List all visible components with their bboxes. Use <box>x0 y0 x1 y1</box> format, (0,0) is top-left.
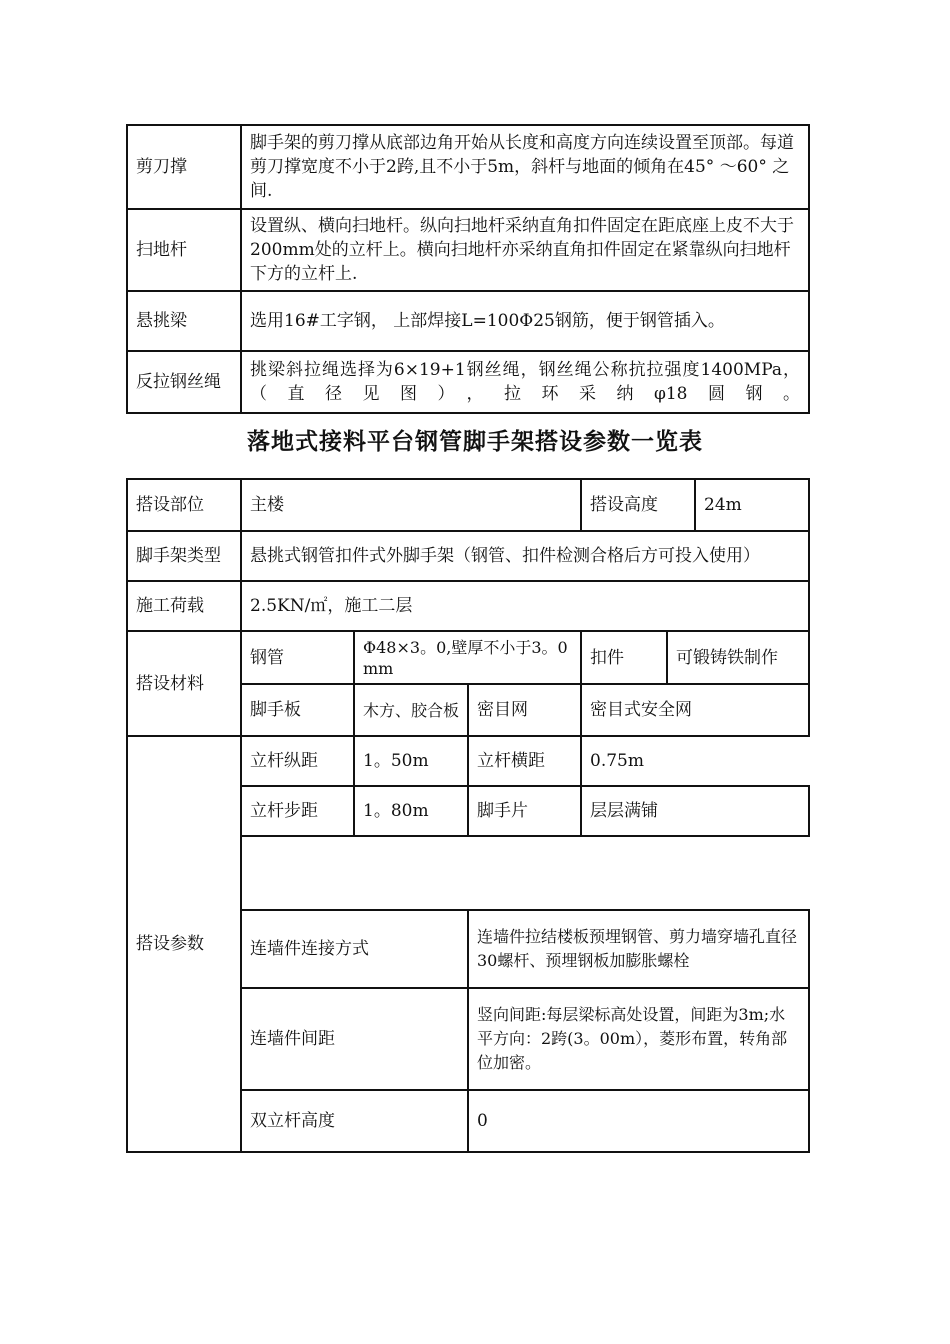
cell-location-value: 主楼 <box>241 479 581 531</box>
cell-fastener-label: 扣件 <box>581 631 667 684</box>
cell-location-label: 搭设部位 <box>127 479 241 531</box>
cell-height-label: 搭设高度 <box>581 479 695 531</box>
row-label-tie-rope: 反拉钢丝绳 <box>127 351 241 413</box>
cell-longitudinal-spacing-label: 立杆纵距 <box>241 736 354 786</box>
row-label-cantilever-beam: 悬挑梁 <box>127 291 241 351</box>
cell-materials-label: 搭设材料 <box>127 631 241 736</box>
cell-transverse-spacing-label: 立杆横距 <box>468 736 581 786</box>
cell-params-label: 搭设参数 <box>127 736 241 1152</box>
table-row <box>127 351 809 413</box>
table-row <box>127 125 809 209</box>
cell-load-label: 施工荷载 <box>127 581 241 631</box>
row-text-tie-rope: 挑梁斜拉绳选择为6×19+1钢丝绳，钢丝绳公称抗拉强度1400MPa，（直径见图），拉环采纳φ18圆钢。 <box>241 351 809 413</box>
cell-transverse-spacing-value: 0.75m <box>581 736 809 786</box>
cell-mesh-value: 层层满铺 <box>581 786 809 836</box>
row-text-scissor-brace: 脚手架的剪刀撑从底部边角开始从长度和高度方向连续设置至顶部。每道剪刀撑宽度不小于2跨,且不小于5m，斜杆与地面的倾角在45° ～60° 之间. <box>241 125 809 209</box>
cell-mesh-label: 脚手片 <box>468 786 581 836</box>
cell-fastener-value: 可锻铸铁制作 <box>667 631 809 684</box>
table-row <box>127 479 809 531</box>
table-row <box>127 209 809 291</box>
cell-step-value: 1。80m <box>354 786 468 836</box>
table-row <box>127 736 809 786</box>
cell-board-label: 脚手板 <box>241 684 354 736</box>
cell-step-label: 立杆步距 <box>241 786 354 836</box>
table-row <box>127 291 809 351</box>
cell-load-value: 2.5KN/㎡，施工二层 <box>241 581 809 631</box>
empty-cell <box>241 836 809 910</box>
table-row <box>127 531 809 581</box>
cell-double-pole-label: 双立杆高度 <box>241 1090 468 1152</box>
cell-pipe-value: Φ48×3。0,壁厚不小于3。0mm <box>354 631 581 684</box>
table-row <box>127 631 809 684</box>
row-label-scissor-brace: 剪刀撑 <box>127 125 241 209</box>
row-label-sweep-pole: 扫地杆 <box>127 209 241 291</box>
cell-height-value: 24m <box>695 479 809 531</box>
cell-board-value: 木方、胶合板 <box>354 684 468 736</box>
cell-net-value: 密目式安全网 <box>581 684 809 736</box>
row-text-sweep-pole: 设置纵、横向扫地杆。纵向扫地杆采纳直角扣件固定在距底座上皮不大于200mm处的立杆上。横向扫地杆亦采纳直角扣件固定在紧靠纵向扫地杆下方的立杆上. <box>241 209 809 291</box>
table-row <box>127 581 809 631</box>
cell-wall-connection-value: 连墙件拉结楼板预埋钢管、剪力墙穿墙孔直径30螺杆、预埋钢板加膨胀螺栓 <box>468 910 809 988</box>
cell-double-pole-value: 0 <box>468 1090 809 1152</box>
row-text-cantilever-beam: 选用16#工字钢， 上部焊接L=100Φ25钢筋，便于钢管插入。 <box>241 291 809 351</box>
platform-parameter-table <box>126 478 810 1153</box>
cell-wall-connection-label: 连墙件连接方式 <box>241 910 468 988</box>
page-title: 落地式接料平台钢管脚手架搭设参数一览表 <box>247 429 703 455</box>
cell-type-value: 悬挑式钢管扣件式外脚手架（钢管、扣件检测合格后方可投入使用） <box>241 531 809 581</box>
cell-type-label: 脚手架类型 <box>127 531 241 581</box>
cell-pipe-label: 钢管 <box>241 631 354 684</box>
cell-net-label: 密目网 <box>468 684 581 736</box>
scaffold-detail-table <box>126 124 810 414</box>
cell-wall-spacing-label: 连墙件间距 <box>241 988 468 1090</box>
cell-longitudinal-spacing-value: 1。50m <box>354 736 468 786</box>
cell-wall-spacing-value: 竖向间距:每层梁标高处设置，间距为3m;水平方向：2跨(3。00m），菱形布置，转角部位加密。 <box>468 988 809 1090</box>
